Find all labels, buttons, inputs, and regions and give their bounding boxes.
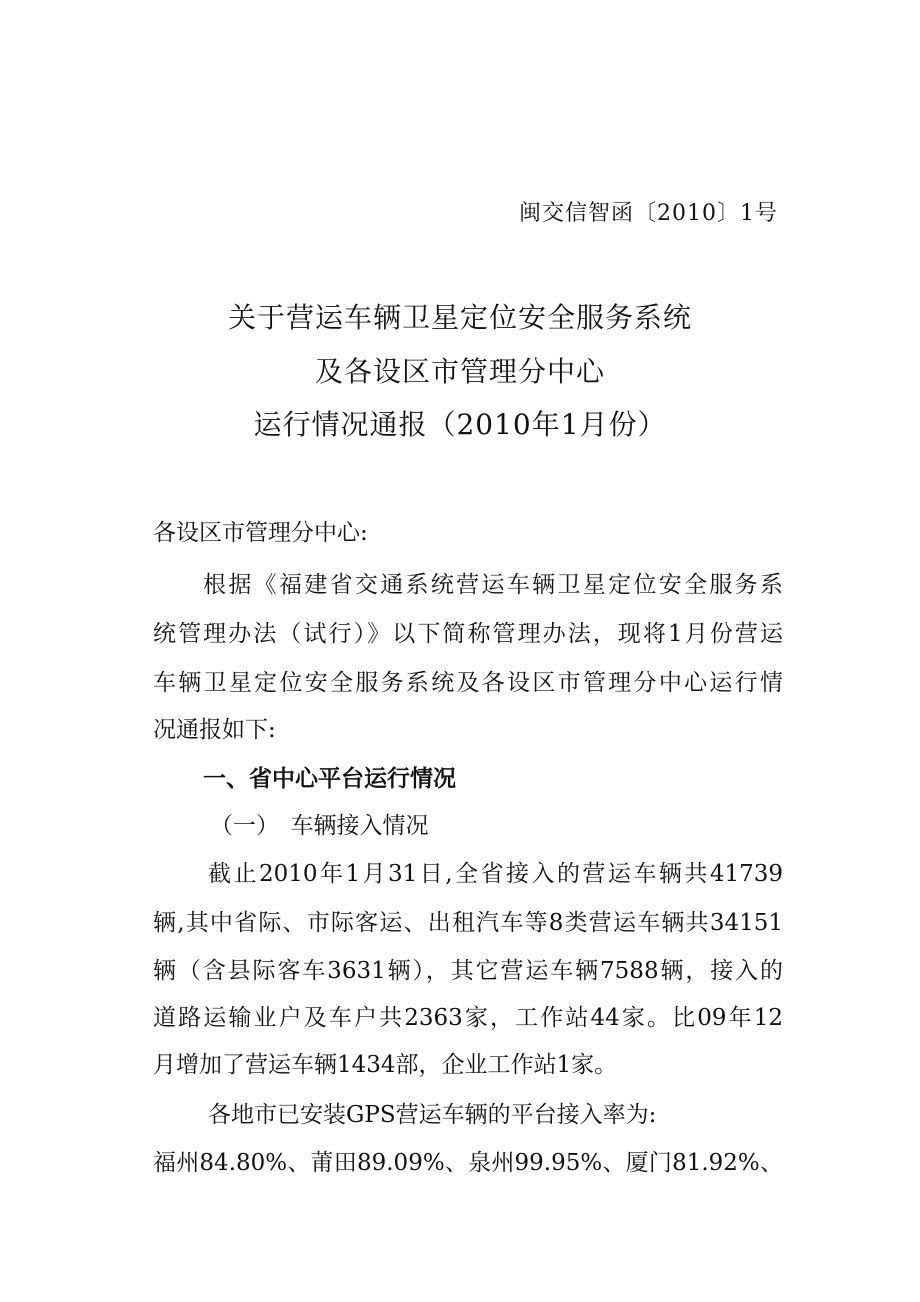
access-rate-line-1: 福州84.80%、莆田89.09%、泉州99.95%、厦门81.92%、 <box>153 1150 783 1176</box>
intro-line-2: 统管理办法（试行）》以下简称管理办法，现将1月份营运 <box>153 621 783 647</box>
vehicle-access-line-4: 道路运输业户及车户共2363家，工作站44家。比09年12 <box>153 1005 783 1031</box>
intro-line-4: 况通报如下: <box>153 717 276 743</box>
document-title-line-3: 运行情况通报（2010年1月份） <box>253 408 667 441</box>
vehicle-access-line-5: 月增加了营运车辆1434部，企业工作站1家。 <box>153 1052 618 1078</box>
vehicle-access-line-1: 截止2010年1月31日,全省接入的营运车辆共41739 <box>208 861 783 887</box>
subsection-1-heading: （一） 车辆接入情况 <box>210 813 429 839</box>
section-1-heading: 一、省中心平台运行情况 <box>203 766 456 792</box>
access-rate-intro: 各地市已安装GPS营运车辆的平台接入率为: <box>208 1102 657 1128</box>
salutation: 各设区市管理分中心: <box>153 520 368 546</box>
intro-line-1: 根据《福建省交通系统营运车辆卫星定位安全服务系 <box>203 572 783 598</box>
vehicle-access-line-2: 辆,其中省际、市际客运、出租汽车等8类营运车辆共34151 <box>153 910 783 936</box>
document-title-line-2: 及各设区市管理分中心 <box>314 355 605 388</box>
vehicle-access-line-3: 辆（含县际客车3631辆），其它营运车辆7588辆，接入的 <box>153 958 783 984</box>
document-title-line-1: 关于营运车辆卫星定位安全服务系统 <box>227 301 692 334</box>
intro-line-3: 车辆卫星定位安全服务系统及各设区市管理分中心运行情 <box>153 670 783 696</box>
document-number: 闽交信智函〔2010〕1号 <box>519 201 778 226</box>
